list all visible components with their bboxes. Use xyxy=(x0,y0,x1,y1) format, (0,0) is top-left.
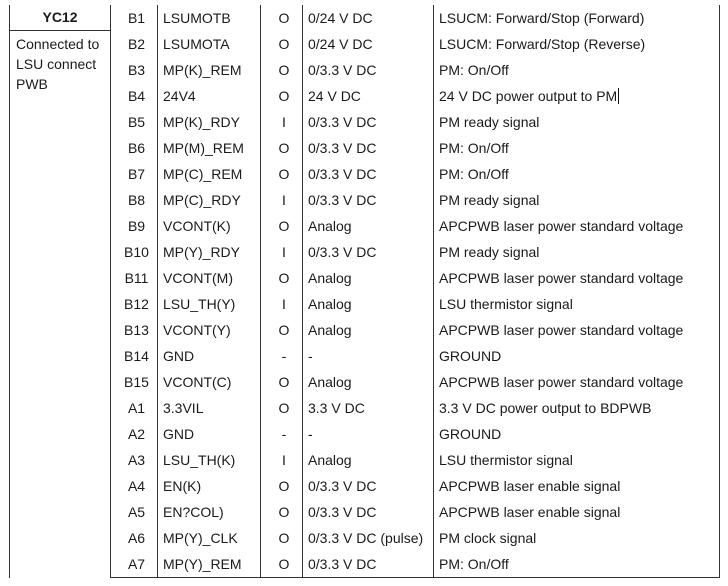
voltage-cell xyxy=(303,473,434,499)
voltage-text: 0/3.3 V DC xyxy=(308,556,377,572)
io-direction-text: O xyxy=(278,218,290,234)
voltage-cell xyxy=(303,57,434,83)
io-direction-text: O xyxy=(278,88,290,104)
io-direction-text: O xyxy=(278,478,290,494)
pin-number-text: B10 xyxy=(124,244,149,260)
io-direction-cell xyxy=(261,57,303,83)
io-direction-cell xyxy=(261,421,303,447)
text-cursor xyxy=(618,88,619,104)
signal-name-cell xyxy=(158,109,261,135)
table-row xyxy=(10,5,720,31)
voltage-cell xyxy=(303,343,434,369)
signal-name-cell xyxy=(158,187,261,213)
signal-name-text: MP(K)_REM xyxy=(163,62,242,78)
pin-number-cell xyxy=(111,265,158,291)
signal-name-text: EN?COL) xyxy=(163,504,224,520)
voltage-text: Analog xyxy=(308,452,352,468)
io-direction-cell xyxy=(261,187,303,213)
io-direction-cell xyxy=(261,239,303,265)
io-direction-text: O xyxy=(278,530,290,546)
pin-number-cell xyxy=(111,5,158,31)
io-direction-text: O xyxy=(278,270,290,286)
io-direction-text: - xyxy=(281,348,287,364)
table-row xyxy=(10,499,720,525)
description-cell xyxy=(434,551,720,578)
voltage-cell xyxy=(303,265,434,291)
signal-name-cell xyxy=(158,135,261,161)
io-direction-cell xyxy=(261,395,303,421)
pin-number-text: A2 xyxy=(127,426,146,442)
pin-number-cell xyxy=(111,31,158,57)
io-direction-cell xyxy=(261,135,303,161)
signal-name-text: EN(K) xyxy=(163,478,202,494)
table-row xyxy=(10,525,720,551)
voltage-text: 0/3.3 V DC xyxy=(308,504,377,520)
signal-name-cell xyxy=(158,499,261,525)
signal-name-text: GND xyxy=(163,426,195,442)
io-direction-text: O xyxy=(278,166,290,182)
table-row xyxy=(10,109,720,135)
signal-name-text: VCONT(C) xyxy=(163,374,232,390)
description-cell xyxy=(434,57,720,83)
signal-name-text: LSU_TH(Y) xyxy=(163,296,236,312)
description-cell xyxy=(434,213,720,239)
io-direction-text: I xyxy=(282,244,286,260)
pin-number-cell xyxy=(111,421,158,447)
table-row xyxy=(10,369,720,395)
description-text: PM ready signal xyxy=(439,192,540,208)
voltage-cell xyxy=(303,83,434,109)
io-direction-text: I xyxy=(282,114,286,130)
io-direction-text: O xyxy=(278,504,290,520)
pin-number-cell xyxy=(111,135,158,161)
signal-name-cell xyxy=(158,291,261,317)
pin-number-cell xyxy=(111,57,158,83)
io-direction-text: I xyxy=(282,296,286,312)
description-text: PM clock signal xyxy=(439,530,537,546)
voltage-text: Analog xyxy=(308,374,352,390)
description-text: APCPWB laser enable signal xyxy=(439,478,621,494)
description-cell xyxy=(434,31,720,57)
description-cell xyxy=(434,395,720,421)
voltage-text: 0/3.3 V DC xyxy=(308,192,377,208)
io-direction-cell xyxy=(261,447,303,473)
signal-name-text: LSUMOTA xyxy=(163,36,230,52)
voltage-text: 0/24 V DC xyxy=(308,36,373,52)
voltage-text: Analog xyxy=(308,218,352,234)
voltage-cell xyxy=(303,551,434,578)
table-row xyxy=(10,551,720,578)
pin-number-cell xyxy=(111,551,158,578)
voltage-cell xyxy=(303,239,434,265)
pin-number-cell xyxy=(111,317,158,343)
description-cell xyxy=(434,421,720,447)
connector-name: YC12 xyxy=(10,5,110,31)
pin-number-cell xyxy=(111,291,158,317)
signal-name-cell xyxy=(158,213,261,239)
signal-name-text: VCONT(M) xyxy=(163,270,233,286)
description-cell xyxy=(434,135,720,161)
description-text: APCPWB laser power standard voltage xyxy=(439,322,684,338)
description-cell xyxy=(434,239,720,265)
io-direction-cell xyxy=(261,265,303,291)
voltage-text: 24 V DC xyxy=(308,88,361,104)
signal-name-text: 3.3VIL xyxy=(163,400,204,416)
pin-number-cell xyxy=(111,187,158,213)
connector-cell xyxy=(10,5,111,578)
voltage-cell xyxy=(303,161,434,187)
io-direction-cell xyxy=(261,317,303,343)
table-row xyxy=(10,421,720,447)
description-cell xyxy=(434,291,720,317)
connector-description: Connected to LSU connect PWB xyxy=(16,36,100,92)
voltage-cell xyxy=(303,447,434,473)
signal-name-text: MP(Y)_REM xyxy=(163,556,242,572)
signal-name-cell xyxy=(158,57,261,83)
signal-name-cell xyxy=(158,447,261,473)
voltage-cell xyxy=(303,135,434,161)
signal-name-cell xyxy=(158,551,261,578)
signal-name-text: VCONT(K) xyxy=(163,218,231,234)
signal-name-cell xyxy=(158,343,261,369)
io-direction-cell xyxy=(261,525,303,551)
signal-name-text: MP(K)_RDY xyxy=(163,114,241,130)
signal-name-cell xyxy=(158,31,261,57)
voltage-cell xyxy=(303,317,434,343)
description-cell xyxy=(434,473,720,499)
description-text: 3.3 V DC power output to BDPWB xyxy=(439,400,652,416)
pin-number-text: B14 xyxy=(124,348,149,364)
pin-number-text: B12 xyxy=(124,296,149,312)
table-row xyxy=(10,239,720,265)
description-cell xyxy=(434,5,720,31)
connector-pin-table xyxy=(9,5,720,578)
table-row xyxy=(10,317,720,343)
io-direction-text: O xyxy=(278,62,290,78)
pin-table-body xyxy=(10,5,720,578)
signal-name-text: 24V4 xyxy=(163,88,196,104)
io-direction-text: O xyxy=(278,36,290,52)
pin-number-cell xyxy=(111,447,158,473)
io-direction-text: I xyxy=(282,452,286,468)
voltage-text: 3.3 V DC xyxy=(308,400,365,416)
signal-name-cell xyxy=(158,395,261,421)
description-cell xyxy=(434,265,720,291)
voltage-text: 0/24 V DC xyxy=(308,10,373,26)
description-text: LSU thermistor signal xyxy=(439,452,573,468)
voltage-text: 0/3.3 V DC xyxy=(308,478,377,494)
pin-number-text: B6 xyxy=(127,140,146,156)
voltage-text: Analog xyxy=(308,270,352,286)
table-row xyxy=(10,161,720,187)
voltage-text: - xyxy=(308,348,313,364)
io-direction-cell xyxy=(261,369,303,395)
io-direction-cell xyxy=(261,291,303,317)
voltage-cell xyxy=(303,109,434,135)
io-direction-cell xyxy=(261,499,303,525)
pin-number-text: B8 xyxy=(127,192,146,208)
table-row xyxy=(10,213,720,239)
description-text: PM: On/Off xyxy=(439,166,509,182)
signal-name-text: GND xyxy=(163,348,195,364)
table-row xyxy=(10,57,720,83)
signal-name-cell xyxy=(158,369,261,395)
signal-name-cell xyxy=(158,421,261,447)
signal-name-text: MP(Y)_RDY xyxy=(163,244,241,260)
description-cell xyxy=(434,499,720,525)
io-direction-text: O xyxy=(278,140,290,156)
signal-name-text: VCONT(Y) xyxy=(163,322,231,338)
voltage-cell xyxy=(303,499,434,525)
table-row xyxy=(10,343,720,369)
io-direction-text: O xyxy=(278,556,290,572)
signal-name-cell xyxy=(158,473,261,499)
description-cell xyxy=(434,447,720,473)
voltage-text: 0/3.3 V DC xyxy=(308,114,377,130)
signal-name-cell xyxy=(158,83,261,109)
voltage-cell xyxy=(303,421,434,447)
description-cell xyxy=(434,525,720,551)
description-text: LSU thermistor signal xyxy=(439,296,573,312)
description-text: PM: On/Off xyxy=(439,556,509,572)
io-direction-cell xyxy=(261,5,303,31)
io-direction-cell xyxy=(261,109,303,135)
voltage-cell xyxy=(303,5,434,31)
signal-name-text: MP(Y)_CLK xyxy=(163,530,238,546)
description-cell xyxy=(434,369,720,395)
io-direction-text: O xyxy=(278,10,290,26)
voltage-cell xyxy=(303,525,434,551)
description-text: PM: On/Off xyxy=(439,62,509,78)
pin-number-text: B11 xyxy=(124,270,149,286)
voltage-cell xyxy=(303,213,434,239)
table-row xyxy=(10,473,720,499)
description-text: PM ready signal xyxy=(439,244,540,260)
io-direction-text: - xyxy=(281,426,287,442)
io-direction-text: O xyxy=(278,374,290,390)
description-text: APCPWB laser power standard voltage xyxy=(439,374,684,390)
signal-name-cell xyxy=(158,239,261,265)
pin-number-text: A4 xyxy=(127,478,146,494)
voltage-text: 0/3.3 V DC xyxy=(308,166,377,182)
pin-number-text: B1 xyxy=(127,10,146,26)
description-cell xyxy=(434,109,720,135)
pin-number-cell xyxy=(111,525,158,551)
voltage-text: 0/3.3 V DC xyxy=(308,140,377,156)
description-text: GROUND xyxy=(439,348,502,364)
description-cell xyxy=(434,83,720,109)
table-row xyxy=(10,265,720,291)
pin-number-cell xyxy=(111,83,158,109)
signal-name-cell xyxy=(158,161,261,187)
table-row xyxy=(10,447,720,473)
signal-name-text: LSU_TH(K) xyxy=(163,452,236,468)
table-row xyxy=(10,187,720,213)
description-text: LSUCM: Forward/Stop (Forward) xyxy=(439,10,645,26)
description-cell xyxy=(434,317,720,343)
io-direction-cell xyxy=(261,31,303,57)
description-text: APCPWB laser power standard voltage xyxy=(439,218,684,234)
description-text: APCPWB laser power standard voltage xyxy=(439,270,684,286)
pin-number-text: A7 xyxy=(127,556,146,572)
pin-number-text: B7 xyxy=(127,166,146,182)
description-text: PM: On/Off xyxy=(439,140,509,156)
table-row xyxy=(10,31,720,57)
description-text: GROUND xyxy=(439,426,502,442)
voltage-cell xyxy=(303,187,434,213)
pin-number-text: B2 xyxy=(127,36,146,52)
signal-name-cell xyxy=(158,265,261,291)
io-direction-cell xyxy=(261,473,303,499)
table-row xyxy=(10,395,720,421)
description-text: PM ready signal xyxy=(439,114,540,130)
pin-number-text: A5 xyxy=(127,504,146,520)
pin-number-text: A6 xyxy=(127,530,146,546)
pin-number-cell xyxy=(111,109,158,135)
pin-number-cell xyxy=(111,369,158,395)
voltage-text: - xyxy=(308,426,313,442)
pin-number-text: B3 xyxy=(127,62,146,78)
pin-number-text: B5 xyxy=(127,114,146,130)
signal-name-text: MP(C)_REM xyxy=(163,166,243,182)
signal-name-cell xyxy=(158,525,261,551)
pin-number-cell xyxy=(111,343,158,369)
voltage-text: 0/3.3 V DC xyxy=(308,244,377,260)
pin-number-text: B13 xyxy=(124,322,149,338)
description-text: LSUCM: Forward/Stop (Reverse) xyxy=(439,36,646,52)
description-text: APCPWB laser enable signal xyxy=(439,504,621,520)
signal-name-cell xyxy=(158,317,261,343)
voltage-cell xyxy=(303,395,434,421)
table-row xyxy=(10,291,720,317)
pin-number-text: B15 xyxy=(124,374,149,390)
description-cell xyxy=(434,187,720,213)
voltage-cell xyxy=(303,369,434,395)
pin-number-text: B9 xyxy=(127,218,146,234)
pin-number-text: A3 xyxy=(127,452,146,468)
io-direction-cell xyxy=(261,161,303,187)
io-direction-text: O xyxy=(278,400,290,416)
signal-name-text: MP(M)_REM xyxy=(163,140,244,156)
io-direction-text: O xyxy=(278,322,290,338)
voltage-text: 0/3.3 V DC xyxy=(308,62,377,78)
io-direction-text: I xyxy=(282,192,286,208)
pin-number-cell xyxy=(111,213,158,239)
pin-number-cell xyxy=(111,499,158,525)
signal-name-text: MP(C)_RDY xyxy=(163,192,241,208)
table-row xyxy=(10,135,720,161)
voltage-cell xyxy=(303,291,434,317)
io-direction-cell xyxy=(261,213,303,239)
io-direction-cell xyxy=(261,343,303,369)
voltage-text: Analog xyxy=(308,322,352,338)
voltage-text: Analog xyxy=(308,296,352,312)
table-row xyxy=(10,83,720,109)
description-text: 24 V DC power output to PM xyxy=(439,88,618,104)
pin-number-cell xyxy=(111,161,158,187)
pin-number-cell xyxy=(111,239,158,265)
voltage-text: 0/3.3 V DC (pulse) xyxy=(308,530,424,546)
io-direction-cell xyxy=(261,83,303,109)
description-cell xyxy=(434,343,720,369)
pin-number-text: A1 xyxy=(127,400,146,416)
pin-number-cell xyxy=(111,395,158,421)
signal-name-cell xyxy=(158,5,261,31)
pin-number-text: B4 xyxy=(127,88,146,104)
voltage-cell xyxy=(303,31,434,57)
io-direction-cell xyxy=(261,551,303,578)
signal-name-text: LSUMOTB xyxy=(163,10,231,26)
pin-number-cell xyxy=(111,473,158,499)
description-cell xyxy=(434,161,720,187)
